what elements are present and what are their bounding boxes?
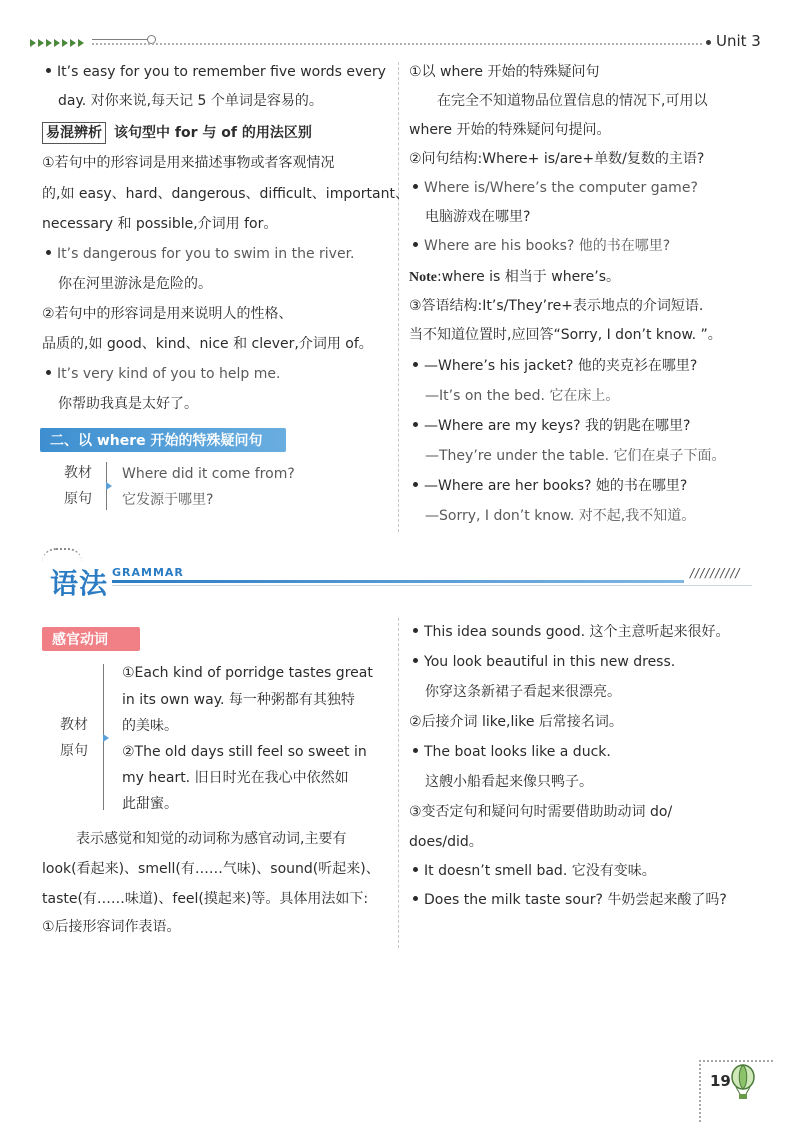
- topic-tag-label: 感官动词: [52, 632, 108, 648]
- text-line: —It’s on the bed. 它在床上。: [425, 388, 620, 404]
- text-line: ①若句中的形容词是用来描述事物或者客观情况: [42, 155, 335, 171]
- header-arrows-icon: [30, 38, 90, 48]
- source-sentence-en: Where did it come from?: [122, 466, 295, 482]
- page-corner-rule-vertical: [699, 1060, 701, 1122]
- list-item: You look beautiful in this new dress.: [413, 652, 675, 672]
- grammar-subtitle: GRAMMAR: [112, 566, 184, 579]
- list-item: It doesn’t smell bad. 它没有变味。: [413, 861, 656, 881]
- text-line: ②后接介词 like,like 后常接名词。: [409, 714, 623, 730]
- page-number: 19: [710, 1072, 731, 1090]
- text-line: 的,如 easy、hard、dangerous、difficult、important、: [42, 186, 409, 202]
- text-line: in its own way. 每一种粥都有其独特: [122, 692, 355, 708]
- source-pointer-icon: [106, 482, 112, 490]
- text-line: taste(有……味道)、feel(摸起来)等。具体用法如下:: [42, 891, 369, 907]
- grammar-slashes: //////////: [690, 566, 741, 580]
- grammar-rule-thin: [112, 585, 752, 586]
- list-item: Where are his books? 他的书在哪里?: [413, 236, 670, 256]
- text-line: my heart. 旧日时光在我心中依然如: [122, 770, 349, 786]
- section-heading: 二、以 where 开始的特殊疑问句: [50, 433, 263, 449]
- text-line: ①以 where 开始的特殊疑问句: [409, 64, 600, 80]
- text-line: 此甜蜜。: [122, 796, 178, 812]
- list-item: —Where are my keys? 我的钥匙在哪里?: [413, 416, 690, 436]
- grammar-title: 语法: [50, 567, 109, 600]
- header-bullet: [706, 40, 711, 45]
- hot-air-balloon-icon: [728, 1064, 758, 1100]
- header-dotted-rule: [92, 43, 702, 45]
- text-line: 的美味。: [122, 718, 178, 734]
- text-line: ②问句结构:Where+ is/are+单数/复数的主语?: [409, 151, 705, 167]
- text-line: 品质的,如 good、kind、nice 和 clever,介词用 of。: [42, 336, 373, 352]
- grammar-rule: [112, 580, 684, 583]
- section-heading-bar: [40, 428, 286, 452]
- page-corner-rule: [699, 1060, 773, 1062]
- list-item: It’s dangerous for you to swim in the river.: [46, 244, 355, 264]
- text-line: 你在河里游泳是危险的。: [58, 276, 212, 292]
- source-sentence-cn: 它发源于哪里?: [122, 492, 214, 508]
- column-divider-bottom: [398, 618, 399, 948]
- topic-tag: [42, 627, 140, 651]
- text-line: 你帮助我真是太好了。: [58, 396, 198, 412]
- text-line: 当不知道位置时,应回答“Sorry, I don’t know. ”。: [409, 327, 722, 343]
- column-divider-top: [398, 62, 399, 532]
- list-item: The boat looks like a duck.: [413, 742, 611, 762]
- list-item: It’s easy for you to remember five words every: [46, 62, 386, 82]
- text-line: 这艘小船看起来像只鸭子。: [425, 774, 593, 790]
- source-label: 教材: [64, 465, 92, 481]
- list-item: Does the milk taste sour? 牛奶尝起来酸了吗?: [413, 890, 727, 910]
- note-line: Note:where is 相当于 where’s。: [409, 269, 620, 285]
- source-label: 原句: [60, 743, 88, 759]
- text-line: ③答语结构:It’s/They’re+表示地点的介词短语.: [409, 298, 704, 314]
- grammar-decoration: [42, 548, 82, 562]
- list-item: It’s very kind of you to help me.: [46, 364, 280, 384]
- unit-label: Unit 3: [716, 32, 761, 50]
- list-item: —Where are her books? 她的书在哪里?: [413, 476, 687, 496]
- source-pointer-icon: [103, 734, 109, 742]
- list-item: Where is/Where’s the computer game?: [413, 178, 698, 198]
- header-line: [92, 39, 154, 40]
- text-line: 表示感觉和知觉的动词称为感官动词,主要有: [76, 831, 347, 847]
- text-line: —Sorry, I don’t know. 对不起,我不知道。: [425, 508, 696, 524]
- list-item: —Where’s his jacket? 他的夹克衫在哪里?: [413, 356, 697, 376]
- confusion-tip: 易混辨析 该句型中 for 与 of 的用法区别: [42, 122, 312, 144]
- text-line: 在完全不知道物品位置信息的情况下,可用以: [437, 93, 708, 109]
- tip-tag: 易混辨析: [42, 122, 106, 144]
- text-line: where 开始的特殊疑问句提问。: [409, 122, 611, 138]
- text-line: necessary 和 possible,介词用 for。: [42, 216, 278, 232]
- text-line: ②The old days still feel so sweet in: [122, 744, 367, 760]
- text-line: does/did。: [409, 834, 483, 850]
- text-line: ②若句中的形容词是用来说明人的性格、: [42, 306, 293, 322]
- text-line: 电脑游戏在哪里?: [425, 209, 531, 225]
- text-line: —They’re under the table. 它们在桌子下面。: [425, 448, 726, 464]
- text-line: look(看起来)、smell(有……气味)、sound(听起来)、: [42, 861, 380, 877]
- text-line: ①Each kind of porridge tastes great: [122, 665, 373, 681]
- list-item: This idea sounds good. 这个主意听起来很好。: [413, 622, 730, 642]
- text-line: ①后接形容词作表语。: [42, 919, 181, 935]
- text-line: 你穿这条新裙子看起来很漂亮。: [425, 684, 621, 700]
- source-label: 原句: [64, 491, 92, 507]
- text-line: ③变否定句和疑问句时需要借助助动词 do/: [409, 804, 673, 820]
- source-label: 教材: [60, 717, 88, 733]
- text-line: day. 对你来说,每天记 5 个单词是容易的。: [58, 93, 323, 109]
- note-label: Note: [409, 270, 437, 285]
